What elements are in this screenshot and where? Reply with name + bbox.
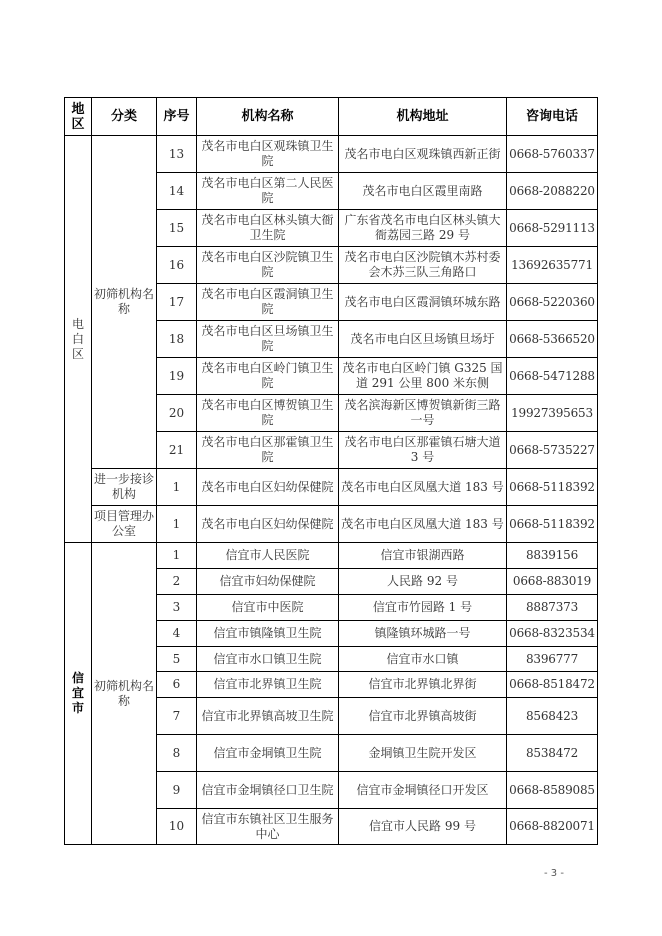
address-cell: 信宜市北界镇高坡街 — [339, 698, 507, 735]
table-row — [65, 543, 598, 569]
address-cell: 镇隆镇环城路一号 — [339, 621, 507, 647]
address-cell: 广东省茂名市电白区林头镇大衙荔园三路 29 号 — [339, 210, 507, 247]
phone-cell: 19927395653 — [507, 395, 598, 432]
table-row — [65, 506, 598, 543]
phone-cell: 0668-5366520 — [507, 321, 598, 358]
phone-cell: 0668-8820071 — [507, 809, 598, 845]
address-cell: 人民路 92 号 — [339, 569, 507, 595]
seq-cell: 1 — [157, 469, 197, 506]
name-cell: 信宜市金垌镇径口卫生院 — [197, 772, 339, 809]
name-cell: 茂名市电白区妇幼保健院 — [197, 469, 339, 506]
seq-cell: 6 — [157, 672, 197, 698]
phone-cell: 0668-8589085 — [507, 772, 598, 809]
name-cell: 信宜市东镇社区卫生服务中心 — [197, 809, 339, 845]
name-cell: 信宜市妇幼保健院 — [197, 569, 339, 595]
seq-cell: 7 — [157, 698, 197, 735]
name-cell: 茂名市电白区旦场镇卫生院 — [197, 321, 339, 358]
address-cell: 信宜市金垌镇径口开发区 — [339, 772, 507, 809]
header-address: 机构地址 — [339, 98, 507, 136]
header-name: 机构名称 — [197, 98, 339, 136]
phone-cell: 8839156 — [507, 543, 598, 569]
phone-cell: 0668-5471288 — [507, 358, 598, 395]
name-cell: 茂名市电白区观珠镇卫生院 — [197, 136, 339, 173]
name-cell: 茂名市电白区霞洞镇卫生院 — [197, 284, 339, 321]
address-cell: 茂名市电白区那霍镇石塘大道 3 号 — [339, 432, 507, 469]
address-cell: 信宜市水口镇 — [339, 647, 507, 672]
seq-cell: 3 — [157, 595, 197, 621]
phone-cell: 0668-5118392 — [507, 469, 598, 506]
address-cell: 茂名滨海新区博贺镇新街三路一号 — [339, 395, 507, 432]
name-cell: 信宜市水口镇卫生院 — [197, 647, 339, 672]
address-cell: 茂名市电白区旦场镇旦场圩 — [339, 321, 507, 358]
seq-cell: 13 — [157, 136, 197, 173]
phone-cell: 0668-5291113 — [507, 210, 598, 247]
phone-cell: 0668-883019 — [507, 569, 598, 595]
category-cell: 初筛机构名称 — [92, 136, 157, 469]
seq-cell: 20 — [157, 395, 197, 432]
address-cell: 信宜市北界镇北界街 — [339, 672, 507, 698]
address-cell: 茂名市电白区观珠镇西新正街 — [339, 136, 507, 173]
phone-cell: 0668-5220360 — [507, 284, 598, 321]
seq-cell: 14 — [157, 173, 197, 210]
table-row — [65, 136, 598, 173]
address-cell: 信宜市银湖西路 — [339, 543, 507, 569]
category-cell: 初筛机构名称 — [92, 543, 157, 845]
address-cell: 茂名市电白区霞洞镇环城东路 — [339, 284, 507, 321]
phone-cell: 8568423 — [507, 698, 598, 735]
seq-cell: 1 — [157, 506, 197, 543]
seq-cell: 18 — [157, 321, 197, 358]
name-cell: 信宜市北界镇卫生院 — [197, 672, 339, 698]
category-cell: 项目管理办公室 — [92, 506, 157, 543]
address-cell: 茂名市电白区沙院镇木苏村委会木苏三队三角路口 — [339, 247, 507, 284]
phone-cell: 13692635771 — [507, 247, 598, 284]
name-cell: 茂名市电白区林头镇大衙卫生院 — [197, 210, 339, 247]
name-cell: 信宜市金垌镇卫生院 — [197, 735, 339, 772]
address-cell: 信宜市竹园路 1 号 — [339, 595, 507, 621]
table-row — [65, 469, 598, 506]
phone-cell: 0668-5760337 — [507, 136, 598, 173]
address-cell: 信宜市人民路 99 号 — [339, 809, 507, 845]
seq-cell: 10 — [157, 809, 197, 845]
header-row — [65, 98, 598, 136]
seq-cell: 16 — [157, 247, 197, 284]
header-seq: 序号 — [157, 98, 197, 136]
seq-cell: 1 — [157, 543, 197, 569]
name-cell: 茂名市电白区沙院镇卫生院 — [197, 247, 339, 284]
phone-cell: 8887373 — [507, 595, 598, 621]
seq-cell: 9 — [157, 772, 197, 809]
region-cell: 电白区 — [65, 136, 92, 543]
name-cell: 信宜市中医院 — [197, 595, 339, 621]
name-cell: 茂名市电白区岭门镇卫生院 — [197, 358, 339, 395]
region-cell: 信宜市 — [65, 543, 92, 845]
address-cell: 金垌镇卫生院开发区 — [339, 735, 507, 772]
institution-table — [64, 97, 598, 845]
phone-cell: 0668-5735227 — [507, 432, 598, 469]
seq-cell: 15 — [157, 210, 197, 247]
name-cell: 信宜市镇隆镇卫生院 — [197, 621, 339, 647]
seq-cell: 4 — [157, 621, 197, 647]
name-cell: 茂名市电白区第二人民医院 — [197, 173, 339, 210]
seq-cell: 19 — [157, 358, 197, 395]
name-cell: 茂名市电白区那霍镇卫生院 — [197, 432, 339, 469]
header-phone: 咨询电话 — [507, 98, 598, 136]
address-cell: 茂名市电白区凤凰大道 183 号 — [339, 506, 507, 543]
header-category: 分类 — [92, 98, 157, 136]
seq-cell: 2 — [157, 569, 197, 595]
name-cell: 信宜市人民医院 — [197, 543, 339, 569]
phone-cell: 0668-8518472 — [507, 672, 598, 698]
address-cell: 茂名市电白区霞里南路 — [339, 173, 507, 210]
phone-cell: 0668-2088220 — [507, 173, 598, 210]
category-cell: 进一步接诊机构 — [92, 469, 157, 506]
seq-cell: 8 — [157, 735, 197, 772]
seq-cell: 21 — [157, 432, 197, 469]
phone-cell: 8396777 — [507, 647, 598, 672]
header-region: 地区 — [65, 98, 92, 136]
phone-cell: 0668-5118392 — [507, 506, 598, 543]
phone-cell: 0668-8323534 — [507, 621, 598, 647]
address-cell: 茂名市电白区凤凰大道 183 号 — [339, 469, 507, 506]
address-cell: 茂名市电白区岭门镇 G325 国道 291 公里 800 米东侧 — [339, 358, 507, 395]
name-cell: 信宜市北界镇高坡卫生院 — [197, 698, 339, 735]
page-number: - 3 - — [544, 868, 564, 879]
name-cell: 茂名市电白区妇幼保健院 — [197, 506, 339, 543]
name-cell: 茂名市电白区博贺镇卫生院 — [197, 395, 339, 432]
seq-cell: 5 — [157, 647, 197, 672]
phone-cell: 8538472 — [507, 735, 598, 772]
seq-cell: 17 — [157, 284, 197, 321]
